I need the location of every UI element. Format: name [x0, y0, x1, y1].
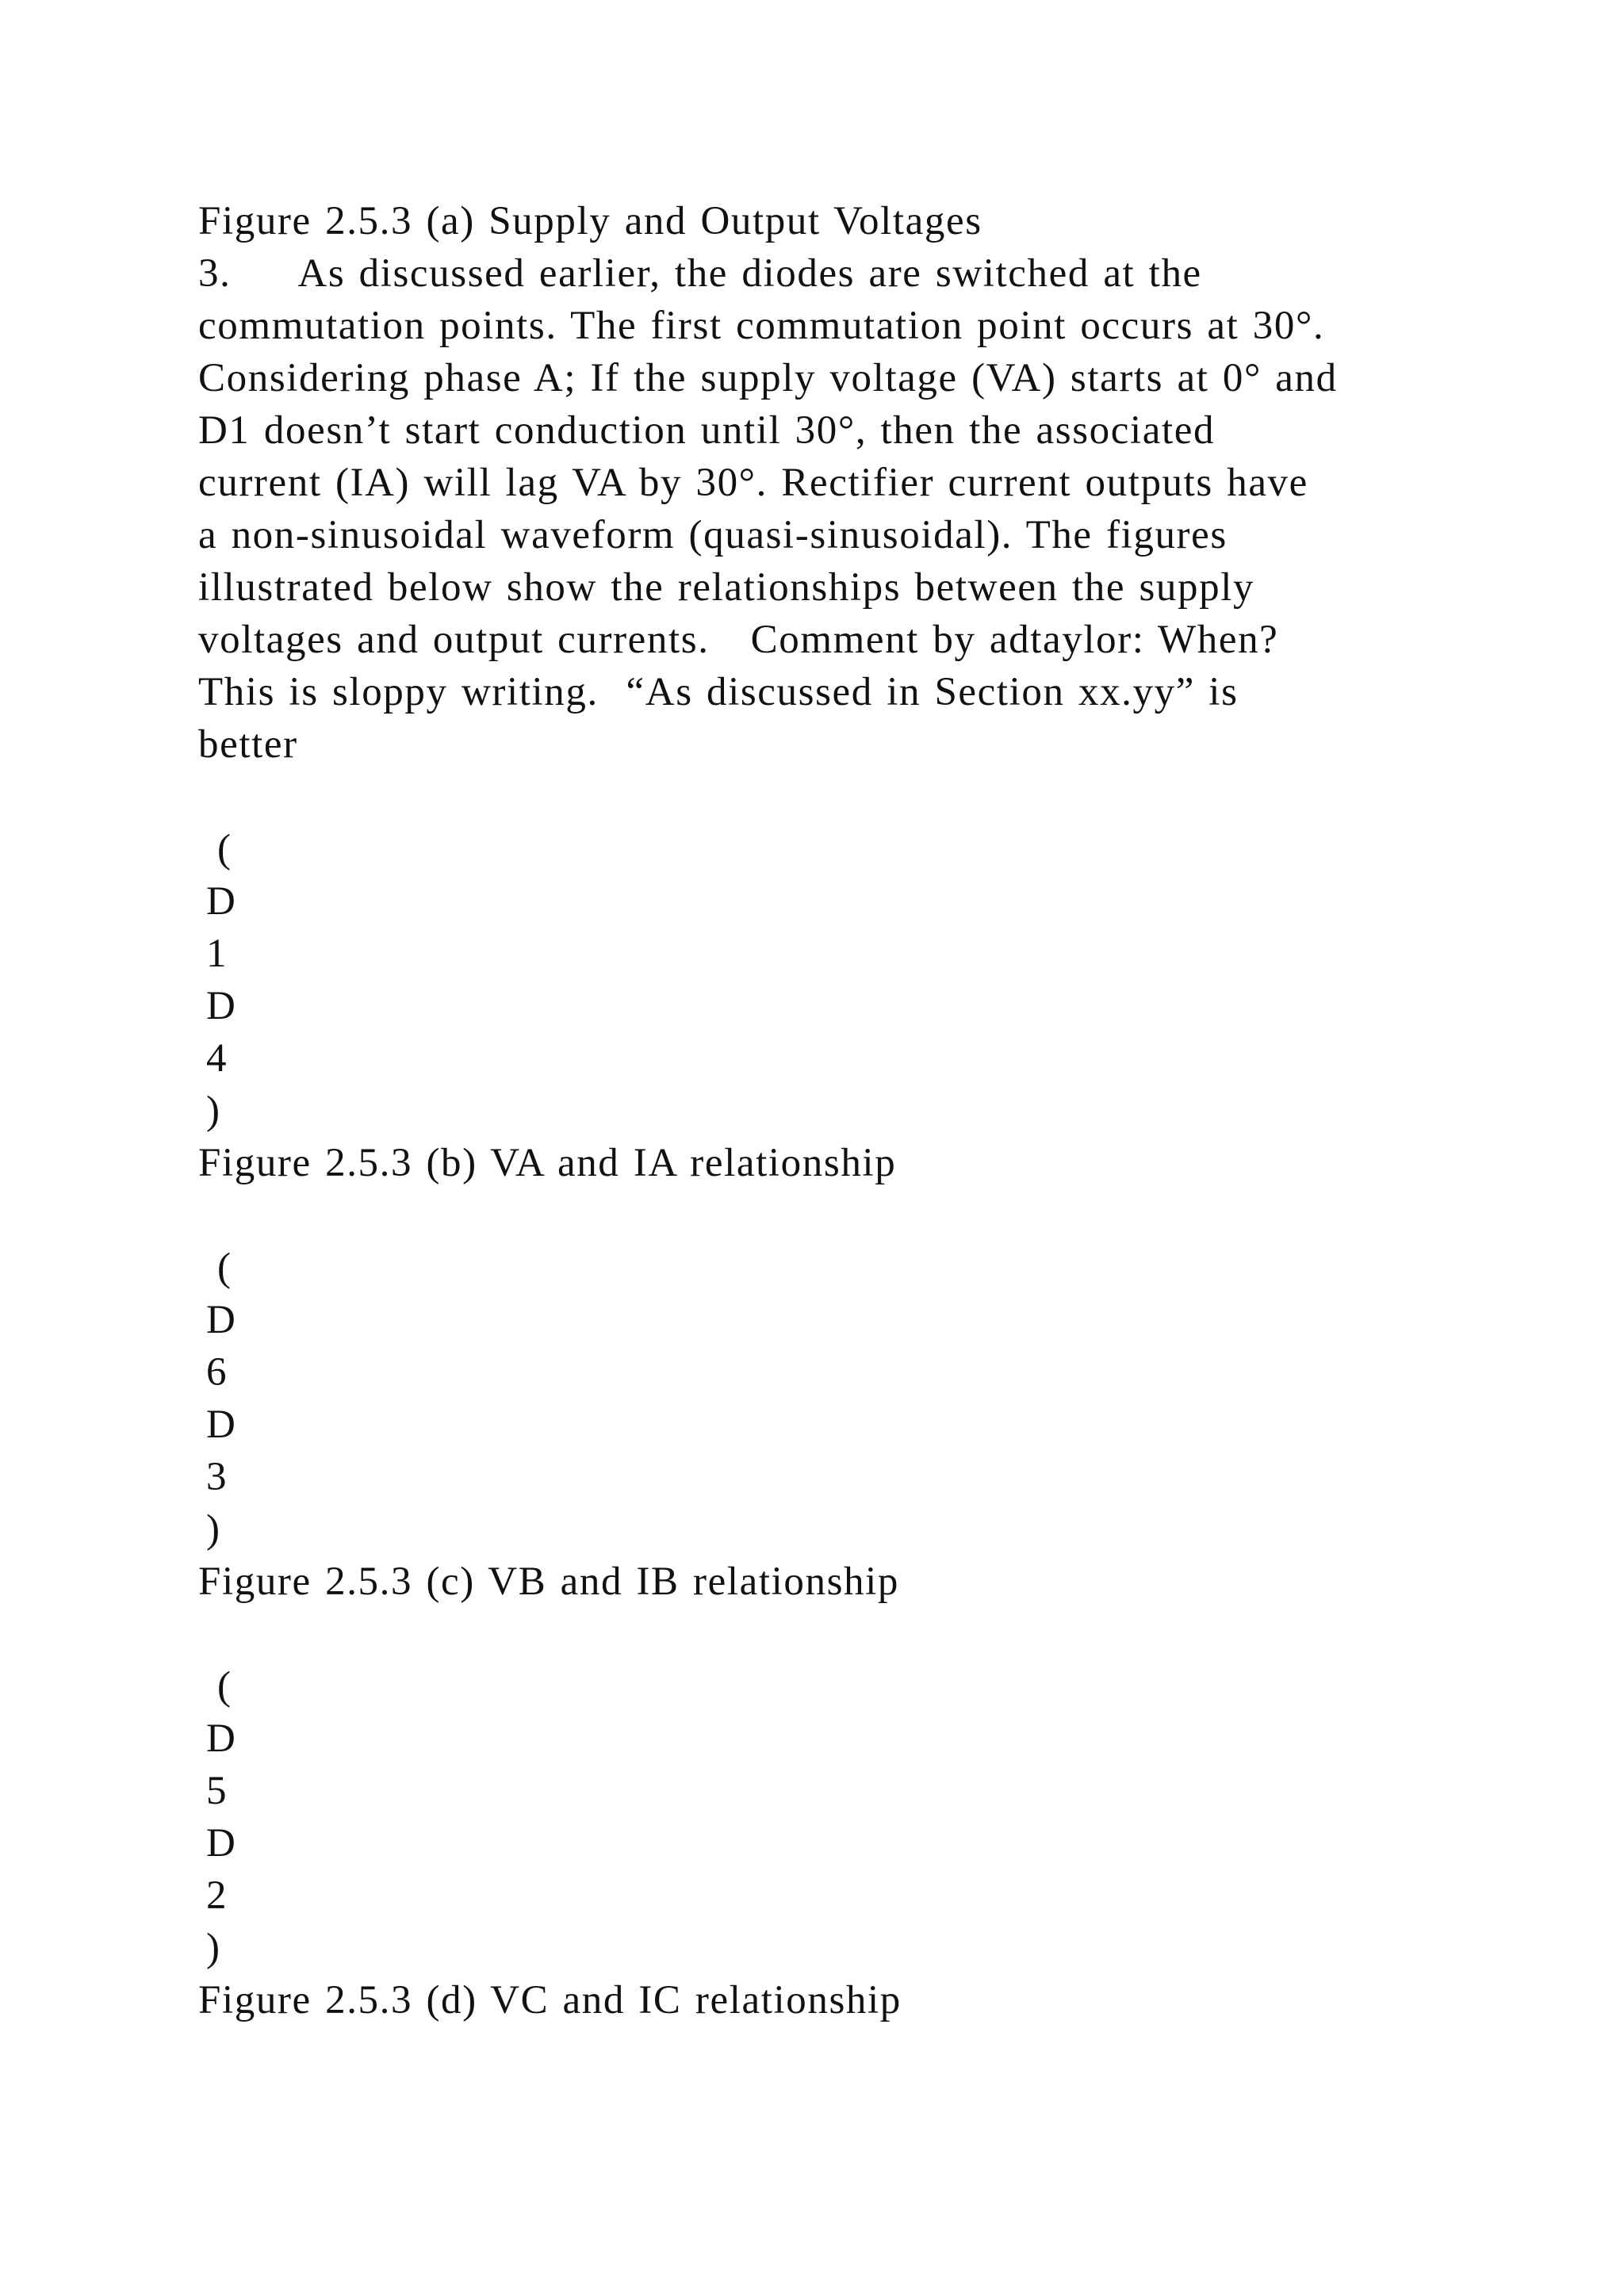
diode-label-char: )	[206, 1089, 221, 1133]
paragraph-line: voltages and output currents. Comment by adtaylor: When?	[198, 618, 1279, 662]
diode-label-char: 4	[206, 1036, 228, 1081]
diode-label-char: 2	[206, 1873, 228, 1918]
diode-label-char: 6	[206, 1350, 228, 1395]
figure-c-caption: Figure 2.5.3 (c) VB and IB relationship	[198, 1559, 899, 1604]
diode-label-char: )	[206, 1926, 221, 1970]
figure-d-diode-label	[198, 1660, 1499, 1974]
paragraph-commutation	[198, 247, 1499, 771]
diode-label-char: (	[217, 1246, 232, 1290]
paragraph-line: Considering phase A; If the supply voltage (VA) starts at 0° and	[198, 356, 1338, 400]
paragraph-line: illustrated below show the relationships between the supply	[198, 565, 1255, 610]
figure-c-diode-label	[198, 1242, 1499, 1556]
paragraph-line: commutation points. The first commutation point occurs at 30°.	[198, 304, 1325, 348]
figure-d-caption: Figure 2.5.3 (d) VC and IC relationship	[198, 1978, 902, 2022]
diode-label-char: )	[206, 1507, 221, 1552]
paragraph-line: current (IA) will lag VA by 30°. Rectifier current outputs have	[198, 461, 1308, 505]
document-body	[198, 195, 1499, 2026]
figure-b-diode-label	[198, 823, 1499, 1137]
diode-label-char: (	[217, 1664, 232, 1709]
diode-label-char: 3	[206, 1455, 228, 1499]
paragraph-line: better	[198, 722, 298, 767]
diode-label-char: D	[206, 984, 237, 1028]
diode-label-char: D	[206, 1298, 237, 1342]
spacer	[198, 1608, 1499, 1660]
spacer	[198, 771, 1499, 823]
diode-label-char: D	[206, 1821, 237, 1866]
figure-b-caption: Figure 2.5.3 (b) VA and IA relationship	[198, 1141, 897, 1185]
paragraph-line: a non-sinusoidal waveform (quasi-sinusoidal). The figures	[198, 513, 1228, 557]
diode-label-char: 1	[206, 932, 228, 976]
figure-a-caption: Figure 2.5.3 (a) Supply and Output Voltages	[198, 199, 982, 243]
diode-label-char: D	[206, 879, 237, 924]
diode-label-char: D	[206, 1716, 237, 1761]
paragraph-line: 3. As discussed earlier, the diodes are switched at the	[198, 251, 1202, 296]
diode-label-char: D	[206, 1402, 237, 1447]
diode-label-char: (	[217, 827, 232, 871]
diode-label-char: 5	[206, 1769, 228, 1813]
paragraph-line: D1 doesn’t start conduction until 30°, then the associated	[198, 408, 1216, 453]
paragraph-line: This is sloppy writing. “As discussed in Section xx.yy” is	[198, 670, 1239, 714]
spacer	[198, 1189, 1499, 1242]
